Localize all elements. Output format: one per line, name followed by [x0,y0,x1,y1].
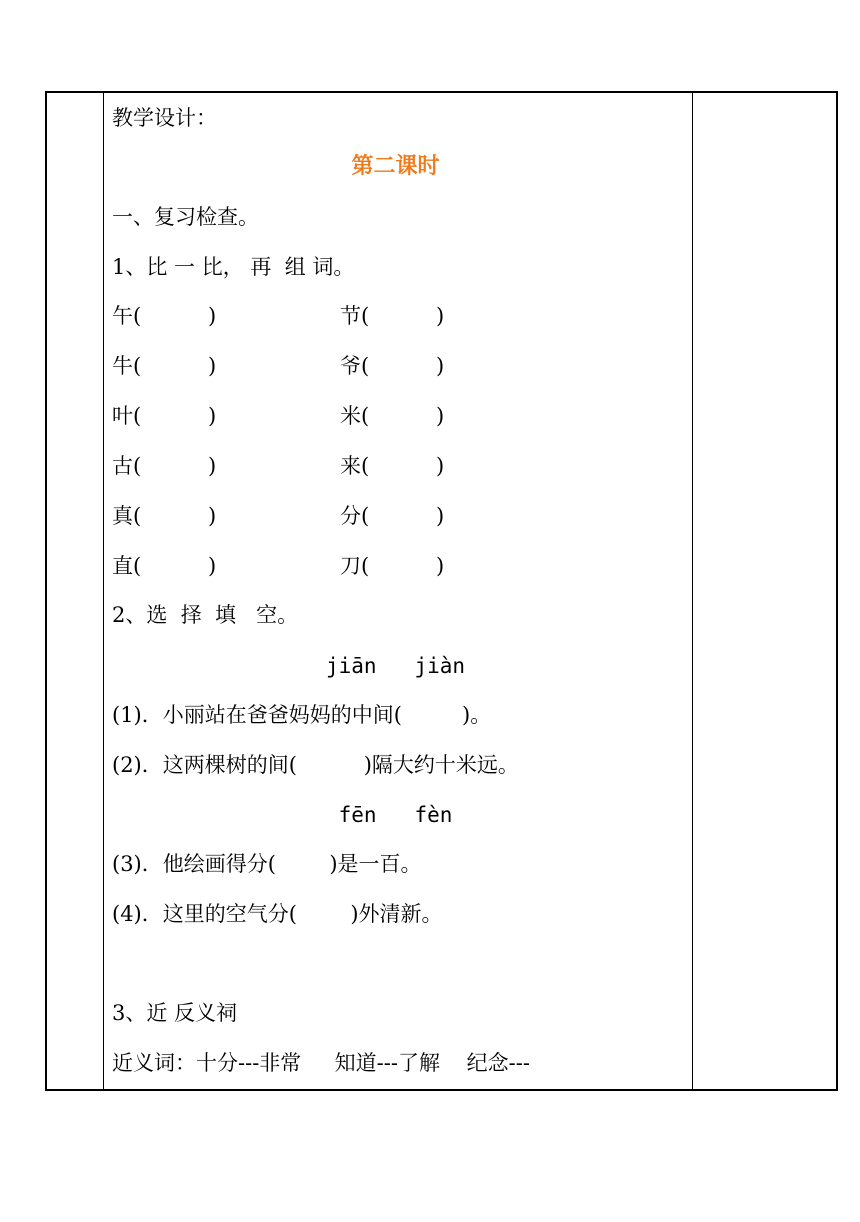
sentence-4: (4)．这里的空气分( )外清新。 [112,902,443,926]
sentence-2: (2)．这两棵树的间( )隔大约十米远。 [112,753,519,777]
char-pair-1-left: 午( ) [112,304,217,328]
char-pair-1-right: 节( ) [340,304,445,328]
synonyms-line: 近义词：十分---非常 知道---了解 纪念--- [112,1051,530,1075]
char-pair-4-right: 来( ) [340,454,445,478]
pinyin-jian: jiān jiàn [325,654,466,678]
char-pair-6-right: 刀( ) [340,554,445,578]
lesson-title: 第二课时 [351,153,440,179]
header-label: 教学设计： [112,106,217,130]
char-pair-3-right: 米( ) [340,404,445,428]
table-column-divider-right [692,93,693,1089]
char-pair-3-left: 叶( ) [112,404,217,428]
char-pair-5-left: 真( ) [112,504,217,528]
char-pair-2-right: 爷( ) [340,354,445,378]
task3-heading: 3、近 反义祠 [112,1001,238,1025]
char-pair-4-left: 古( ) [112,454,217,478]
task2-heading: 2、选 择 填 空。 [112,603,299,627]
sentence-3: (3)．他绘画得分( )是一百。 [112,852,422,876]
char-pair-5-right: 分( ) [340,504,445,528]
pinyin-fen: fēn fèn [338,803,453,827]
task1-heading: 1、比 一 比， 再 组 词。 [112,255,355,279]
char-pair-6-left: 直( ) [112,554,217,578]
sentence-1: (1)．小丽站在爸爸妈妈的中间( )。 [112,703,492,727]
lesson-table [45,91,838,1091]
section-review-heading: 一、复习检查。 [112,205,259,229]
table-column-divider-left [103,93,104,1089]
char-pair-2-left: 牛( ) [112,354,217,378]
